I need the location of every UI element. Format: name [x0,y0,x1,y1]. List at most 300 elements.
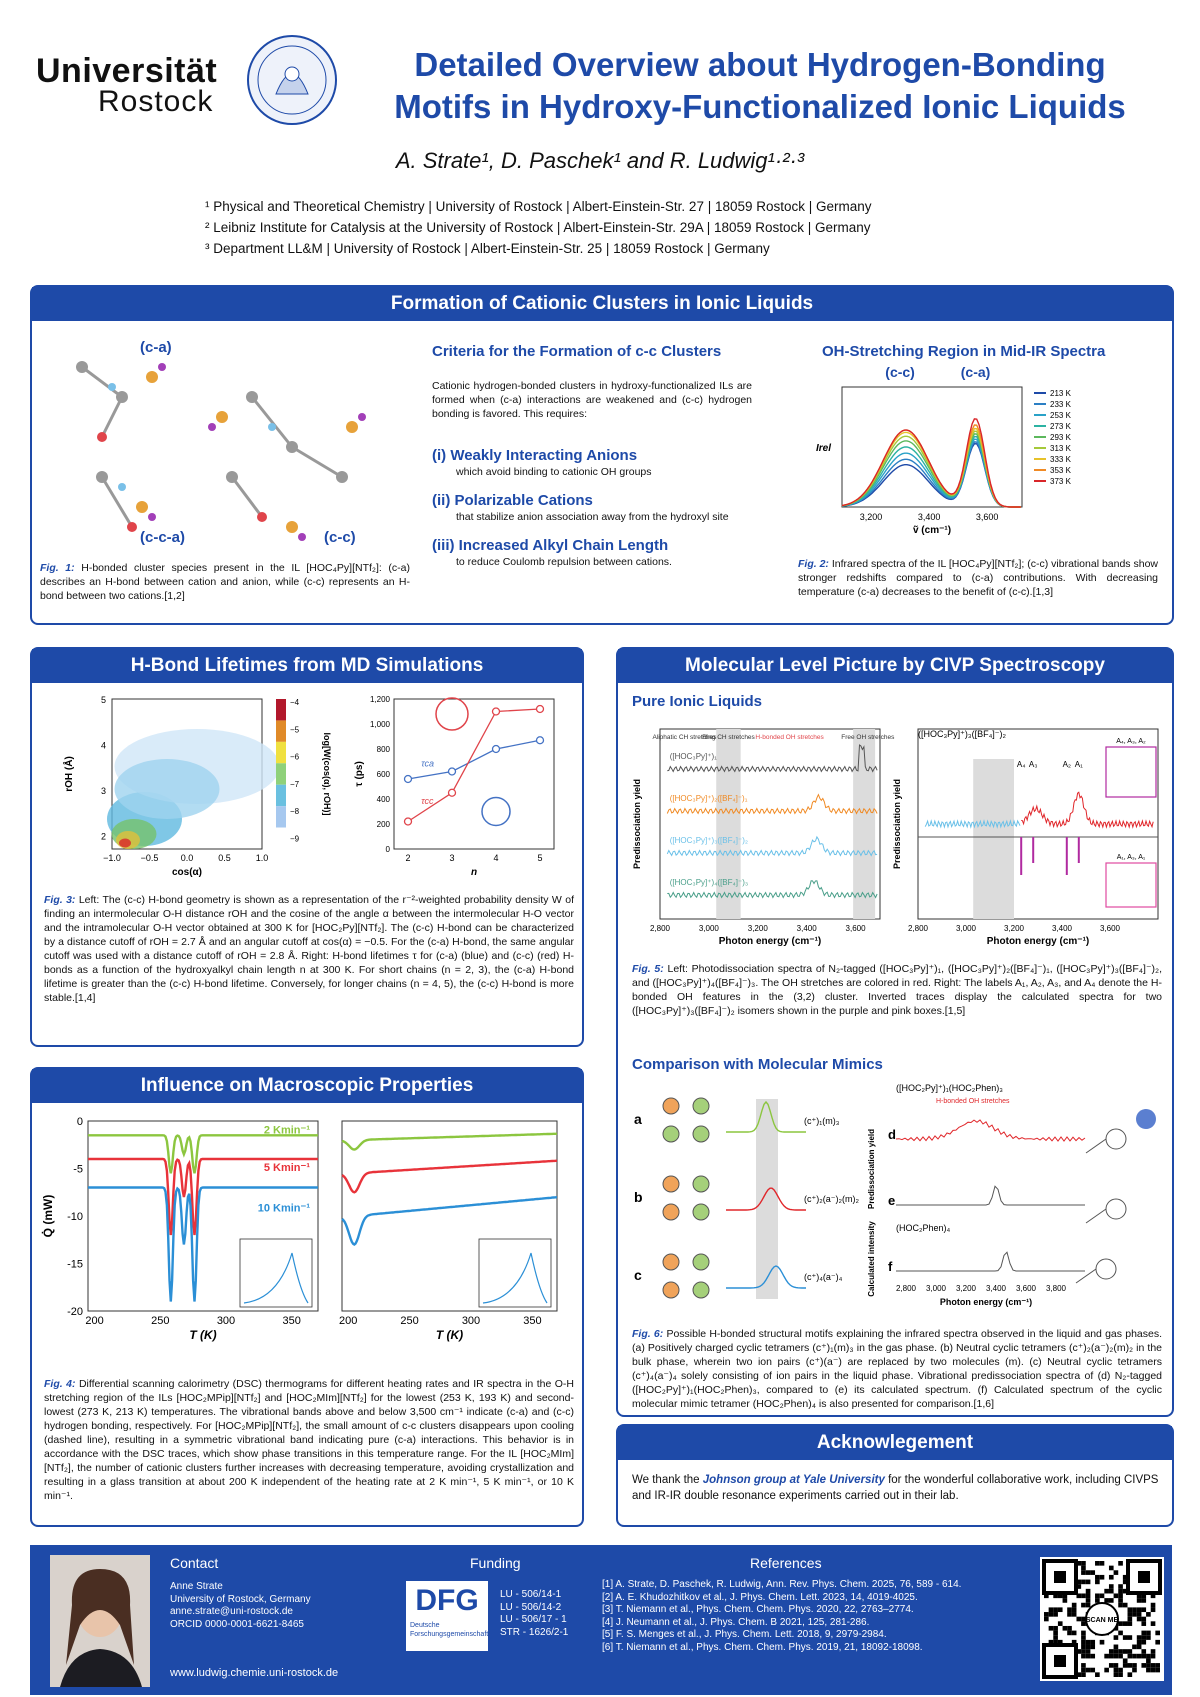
colorbar-tick: −8 [290,807,300,817]
mimic-title: Comparison with Molecular Mimics [632,1056,883,1073]
qr-module [1151,1621,1156,1626]
qr-module [1151,1603,1156,1608]
references-head: References [750,1555,822,1571]
qr-module [1118,1561,1123,1566]
qr-module [1151,1663,1156,1668]
heatmap-x-label: cos(α) [171,867,203,878]
civp-left-x-tick: 3,400 [796,924,817,933]
qr-module [1109,1575,1114,1580]
dfg-logo: DFG Deutsche Forschungsgemeinschaft [406,1581,488,1651]
heatmap-x-tick: 0.5 [218,853,231,863]
qr-module [1109,1589,1114,1594]
heatmap-y-tick: 2 [100,831,106,842]
qr-module [1081,1672,1086,1677]
mimic-x-tick: 3,000 [925,1284,947,1293]
ir-legend-label: 213 K [1050,389,1071,398]
fig6-caption: Fig. 6: Possible H-bonded structural motifs explaining the infrared spectra observed in the liquid and gas phases. (a) Positively charged cyclic tetramers (c⁺)₁(m)₃ in the gas phase. (b) Neutral cyclic tetramers (c⁺)₂(a⁻)₂(m)₂ in the bulk phase, wherein two ion pairs (c⁺)(a⁻) are replaced by two molecules (m). (c) Neutral cyclic tetramers (c⁺)₄(a⁻)₄ solely consisting of ion pairs in the liquid phase. Vibrational predissociation spectra of (d) N₂-tagged ([HOC₂Py]⁺)₁(HOC₂Phen)₃, compared to (e) its calculated spectrum. (f) Calculated spectrum of the cyclic molecular mimic tetramer (HOC₂Phen)₄ is also presented for comparison.[1,6] [632,1328,1163,1410]
criteria-title: Criteria for the Formation of c-c Clusters [432,343,722,360]
molecule-highlight-blue [482,798,510,826]
qr-module [1118,1654,1123,1659]
qr-module [1086,1654,1091,1659]
qr-module [1081,1603,1086,1608]
qr-module [1118,1589,1123,1594]
civp-peak-label: A₃ [1028,760,1038,769]
cation-icon [1136,1109,1156,1129]
dsc-series-label: 5 Kmin⁻¹ [263,1162,310,1174]
heatmap-y-tick: 4 [100,740,106,751]
civp-left-y-label: Predissociation yield [632,778,642,870]
qr-module [1086,1570,1091,1575]
macro-panel [30,1067,584,1527]
mimic-right-spectrum [896,1186,1085,1205]
qr-module [1141,1631,1146,1636]
mimic-band-shade [756,1099,778,1299]
civp-peak-label: A₂ [1062,760,1072,769]
mimic-right-label2: (HOC₂Phen)₄ [896,1223,951,1233]
qr-module [1128,1612,1133,1617]
civp-left-x-tick: 3,200 [747,924,768,933]
qr-module [1151,1607,1156,1612]
qr-module [1086,1580,1091,1585]
qr-module [1151,1668,1156,1673]
qr-module [1141,1607,1146,1612]
mimic-row-letter: a [634,1111,642,1127]
heatmap-x-tick: −1.0 [103,853,121,863]
qr-module [1053,1631,1058,1636]
qr-module [1114,1593,1119,1598]
qr-module [1090,1668,1095,1673]
tau-frame [394,699,554,849]
tau-point [449,789,456,796]
ir-legend-label: 233 K [1050,400,1071,409]
isomer-label-2: A₁, A₃, A₁ [1116,854,1146,861]
mimic-row-letter: c [634,1267,642,1283]
qr-module [1081,1654,1086,1659]
civp-band-label: Aliphatic CH stretches [652,734,717,741]
qr-module [1141,1635,1146,1640]
tau-y-label: τ (ps) [354,761,365,787]
qr-code-icon[interactable] [1040,1557,1164,1681]
colorbar-segment [276,828,286,849]
tau-y-tick: 1,200 [369,695,390,704]
qr-module [1063,1598,1068,1603]
qr-module [1053,1635,1058,1640]
lifetimes-title: H-Bond Lifetimes from MD Simulations [32,649,582,683]
dsc-x-tick: 350 [282,1315,301,1327]
dsc-chart-right [332,1111,582,1351]
fig3-caption: Fig. 3: Left: The (c-c) H-bond geometry is shown as a representation of the r⁻²-weighted probability density W of finding an intermolecular O-H distance rOH and the cosine of the angle α between the intermolecular H-O vector and the intramolecular O-H vector obtained at 300 K for [HOC₂Py][NTf₂]. The (c-c) H-bond can be characterized by a distance cutoff of rOH = 2.7 Å and an angular cutoff at cos(α) = −0.5. For the (c-a) H-bond, the same angular cutoff was used with a distance cutoff of rOH = 2.8 Å. Right: H-bond lifetimes τ for (c-a) (blue) and (c-c) (red) H-bonds as a function of the hydroxyalkyl chain length n at 300 K. For short chains (n = 2, 3), the (c-a) H-bond lifetime is greater than the (c-c) H-bond lifetime. Conversely, for longer chains (n = 4, 5), the (c-c) H-bond is more stable.[1,4] [44,894,574,1004]
civp-trace-label: ([HOC₃Py]⁺)₂([BF₄]⁻)₁ [669,794,748,803]
isomer-label-1: A₄, A₃, A₂ [1116,738,1146,745]
qr-module [1109,1654,1114,1659]
tau-point [537,706,544,713]
qr-module [1072,1612,1077,1617]
authors: A. Strate¹, D. Paschek¹ and R. Ludwig¹·²·³ [395,148,805,173]
qr-module [1095,1598,1100,1603]
qr-module [1128,1607,1133,1612]
dsc-x-tick: 350 [523,1315,542,1327]
qr-module [1049,1607,1054,1612]
qr-module [1090,1640,1095,1645]
qr-module [1086,1668,1091,1673]
qr-module [1128,1635,1133,1640]
dsc-x-tick: 200 [85,1315,104,1327]
qr-module [1137,1617,1142,1622]
civp-trace-label: ([HOC₃Py]⁺)₁ [669,752,717,761]
qr-module [1137,1607,1142,1612]
mimic-x-tick: 3,600 [1015,1284,1037,1293]
formation-panel [30,285,1174,625]
qr-module [1086,1640,1091,1645]
qr-module [1063,1626,1068,1631]
heatmap-x-tick: −0.5 [140,853,159,863]
qr-module [1100,1640,1105,1645]
qr-module [1058,1607,1063,1612]
tau-y-tick: 600 [376,770,390,779]
qr-module [1081,1663,1086,1668]
qr-finder-center [1054,1571,1066,1583]
civp-trace-label: ([HOC₃Py]⁺)₃([BF₄]⁻)₂ [669,836,748,845]
tau-series-label: τcc [421,796,434,806]
dsc-series-line [342,1161,557,1193]
ion-circle [663,1282,679,1298]
mimic-right-letter: e [888,1193,896,1208]
heatmap-y-label: rOH (Å) [64,756,75,792]
civp-right-x-label: Photon energy (cm⁻¹) [986,936,1090,947]
qr-module [1128,1663,1133,1668]
qr-module [1081,1570,1086,1575]
qr-module [1123,1663,1128,1668]
mimic-x-tick: 3,800 [1045,1284,1067,1293]
dsc-x-tick: 300 [461,1315,481,1327]
qr-module [1081,1580,1086,1585]
qr-module [1100,1561,1105,1566]
tau-x-tick: 2 [405,853,411,863]
ion-circle [663,1254,679,1270]
qr-module [1118,1672,1123,1677]
contact-lines: Anne Strate University of Rostock, Germany anne.strate@uni-rostock.de ORCID 0000-0001-6621-8465 [170,1581,311,1630]
qr-module [1104,1589,1109,1594]
qr-module [1076,1617,1081,1622]
qr-module [1067,1631,1072,1636]
qr-module [1118,1631,1123,1636]
qr-module [1081,1631,1086,1636]
qr-module [1137,1654,1142,1659]
qr-module [1095,1593,1100,1598]
university-seal-icon [246,34,338,126]
heatmap-y-tick: 5 [100,695,106,705]
qr-module [1086,1603,1091,1608]
qr-module [1090,1570,1095,1575]
qr-module [1081,1561,1086,1566]
qr-module [1100,1575,1105,1580]
ir-legend-label: 293 K [1050,433,1071,442]
dsc-x-tick: 200 [338,1315,358,1327]
qr-module [1114,1649,1119,1654]
dsc-x-label: T (K) [189,1328,217,1342]
university-name-line2: Rostock [98,85,214,118]
tau-point [537,737,544,744]
civp-right-x-tick: 2,800 [907,924,929,933]
civp-right-band-shade [973,759,1014,919]
colorbar-tick: −6 [290,752,300,762]
civp-right-x-tick: 3,400 [1051,924,1073,933]
civp-right-x-tick: 3,200 [1003,924,1025,933]
criteria-list [432,447,772,568]
qr-module [1081,1640,1086,1645]
ack-title: Acknowlegement [618,1426,1172,1460]
funding-lines: LU - 506/14-1 LU - 506/14-2 LU - 506/17 - 1 STR - 1626/2-1 [500,1589,569,1638]
cluster-structures-image [42,327,412,557]
lifetimes-panel [30,647,584,1047]
qr-module [1137,1598,1142,1603]
tau-y-tick: 400 [376,795,390,804]
civp-right-x-tick: 3,000 [955,924,977,933]
qr-module [1067,1626,1072,1631]
qr-module [1095,1575,1100,1580]
qr-module [1123,1635,1128,1640]
formation-title: Formation of Cationic Clusters in Ionic Liquids [32,287,1172,321]
isomer-box-pink [1106,863,1156,907]
qr-module [1109,1584,1114,1589]
university-logo [36,52,217,119]
qr-module [1044,1617,1049,1622]
qr-module [1146,1663,1151,1668]
references-list: [1] A. Strate, D. Paschek, R. Ludwig, Ann. Rev. Phys. Chem. 2025, 76, 589 - 614. [2] A. E. Khudozhitkov et al., J. Phys. Chem. Lett. 2023, 14, 4019-4025. [3] T. Niemann et al., Phys. Chem. Chem. Phys. 2020, 22, 2763–2774. [4] J. Neumann et al., J. Phys. Chem. B 2021, 125, 281-286. [5] F. S. Menges et al., J. Phys. Chem. Lett. 2018, 9, 2979-2984. [6] T. Niemann et al., Phys. Chem. Chem. Phys. 2019, 21, 18092-18098. [602,1579,962,1653]
civp-right-x-tick: 3,600 [1099,924,1121,933]
qr-module [1141,1663,1146,1668]
qr-module [1109,1598,1114,1603]
heatmap-x-tick: 1.0 [255,853,269,863]
mimic-x-label: Photon energy (cm⁻¹) [939,1297,1033,1307]
qr-module [1146,1654,1151,1659]
qr-module [1118,1621,1123,1626]
qr-module [1086,1649,1091,1654]
colorbar-tick: −5 [290,725,300,735]
fig2-caption: Fig. 2: Infrared spectra of the IL [HOC₄Py][NTf₂]; (c-c) vibrational bands show stronger redshifts compared to (c-a) contributions. With decreasing temperature (c-a) decreases to the benefit of (c-c).[1,3] [798,558,1159,598]
mimic-label: (c⁺)₁(m)₃ [804,1116,840,1126]
criterion-1: (i) Weakly Interacting Anions which avoid binding to cationic OH groups [432,447,652,478]
ion-circle [693,1176,709,1192]
ion-circle [693,1282,709,1298]
mimic-label: (c⁺)₄(a⁻)₄ [804,1272,843,1282]
tau-x-tick: 4 [493,853,499,863]
bond-line [1086,1209,1106,1223]
tau-point [493,708,500,715]
qr-module [1155,1663,1160,1668]
qr-finder-center [1138,1571,1150,1583]
colorbar-segment [276,742,286,763]
dsc-x-label: T (K) [435,1328,464,1342]
colorbar-segment [276,699,286,720]
ion-circle [663,1126,679,1142]
mimic-ylabel2: Calculated intensity [867,1221,876,1297]
qr-module [1109,1566,1114,1571]
colorbar-segment [276,806,286,827]
qr-module [1072,1603,1077,1608]
qr-module [1128,1654,1133,1659]
qr-module [1141,1621,1146,1626]
dsc-y-tick: -20 [67,1306,83,1318]
civp-peak-label: A₁ [1074,760,1083,769]
qr-module [1118,1593,1123,1598]
qr-module [1114,1663,1119,1668]
dsc-y-tick: -5 [73,1163,83,1176]
qr-module [1141,1649,1146,1654]
tau-series-label: τca [421,758,435,769]
qr-module [1146,1635,1151,1640]
qr-module [1086,1593,1091,1598]
qr-module [1137,1635,1142,1640]
qr-label: SCAN ME [1085,1617,1119,1624]
ion-circle [693,1204,709,1220]
civp-peak-label: A₄ [1016,760,1026,769]
civp-right-y-label: Predissociation yield [892,778,902,870]
dsc-x-tick: 250 [400,1315,419,1327]
qr-module [1081,1593,1086,1598]
qr-module [1146,1658,1151,1663]
qr-module [1090,1654,1095,1659]
label-c-a: (c-a) [140,339,172,356]
qr-module [1058,1621,1063,1626]
ir-legend-label: 273 K [1050,422,1071,431]
mimic-right-spectrum [896,1252,1085,1271]
dsc-y-tick: -15 [67,1258,83,1271]
civp-right-title: ([HOC₃Py]⁺)₃([BF₄]⁻)₂ [918,729,1006,739]
tau-point [449,768,456,775]
qr-module [1118,1668,1123,1673]
qr-module [1109,1663,1114,1668]
colorbar-tick: −4 [290,698,300,707]
dsc-series-line [342,1134,557,1150]
tau-y-tick: 200 [376,820,390,829]
qr-module [1137,1640,1142,1645]
qr-module [1086,1598,1091,1603]
mimic-right-letter: f [888,1259,893,1274]
ir-spectra-chart [802,364,1132,536]
dsc-series-label: 2 Kmin⁻¹ [263,1124,310,1137]
molecule-highlight-red [436,698,468,730]
qr-module [1114,1645,1119,1650]
dsc-y-tick: -10 [67,1211,83,1223]
tau-point [405,818,412,825]
qr-module [1081,1649,1086,1654]
qr-module [1049,1626,1054,1631]
ir-legend-label: 353 K [1050,466,1071,475]
ion-circle [693,1254,709,1270]
ir-annot-cc: (c-c) [885,364,915,380]
colorbar-segment [276,763,286,784]
qr-module [1128,1621,1133,1626]
phenyl-ring-icon [1096,1259,1116,1279]
fig4-caption: Fig. 4: Differential scanning calorimetry (DSC) thermograms for different heating rates and IR spectra in the O-H stretching region of the ILs [HOC₂MPip][NTf₂] and [HOC₂MIm][NTf₂] for the lowest (253 K, 193 K) and second-lowest (273 K, 213 K) temperatures. The vibrational bands above and below 3,500 cm⁻¹ indicate (c-a) and (c-c) hydrogen bonding, respectively. For [HOC₂MPip][NTf₂], the small amount of c-c clusters disappears upon cooling (dashed line), resulting in a symmetric vibrational band indicating pure (c-a) interactions. This behavior is in accordance with the DSC traces, which show phase transitions in this temperature range. For the IL [HOC₂MIm][NTf₂], the number of cationic clusters further increases with decreasing temperature, avoiding crystallization and resulting in a glass transition at about 200 K independent of the heating rate at 2 K min⁻¹, 5 K min⁻¹, or 10 K min⁻¹. [44,1378,574,1502]
heatmap-y-tick: 3 [100,785,106,796]
qr-module [1100,1593,1105,1598]
qr-module [1072,1607,1077,1612]
label-c-c: (c-c) [324,529,356,546]
dsc-y-tick: 0 [76,1116,83,1128]
qr-module [1095,1580,1100,1585]
mimic-x-tick: 3,400 [985,1284,1007,1293]
dsc-inset-frame [240,1239,312,1307]
ir-x-tick: 3,600 [975,512,999,522]
qr-module [1151,1654,1156,1659]
mimic-figure [626,1079,1171,1319]
qr-module [1081,1645,1086,1650]
bond-line [1086,1139,1106,1153]
qr-module [1053,1612,1058,1617]
qr-module [1132,1645,1137,1650]
phenyl-ring-icon [1106,1199,1126,1219]
qr-module [1146,1612,1151,1617]
qr-module [1104,1598,1109,1603]
ion-circle [663,1204,679,1220]
qr-module [1123,1621,1128,1626]
ir-x-tick: 3,200 [859,512,883,522]
qr-module [1118,1649,1123,1654]
qr-module [1067,1607,1072,1612]
qr-module [1081,1566,1086,1571]
qr-module [1067,1612,1072,1617]
fig1-caption: Fig. 1: H-bonded cluster species present in the IL [HOC₄Py][NTf₂]: (c-a) describes an H-bond between cation and anion, while (c-c) represents an H-bond between two cations.[1,2] [40,562,411,602]
civp-left-x-label: Photon energy (cm⁻¹) [718,936,822,947]
qr-module [1123,1603,1128,1608]
qr-module [1132,1654,1137,1659]
mimic-right-title: ([HOC₂Py]⁺)₁(HOC₂Phen)₃ [896,1083,1003,1093]
qr-module [1128,1617,1133,1622]
mimic-x-tick: 3,200 [955,1284,977,1293]
qr-module [1128,1649,1133,1654]
qr-module [1155,1668,1160,1673]
dsc-series-label: 10 Kmin⁻¹ [257,1202,310,1215]
dsc-x-tick: 250 [151,1315,170,1327]
qr-module [1141,1640,1146,1645]
ack-text: We thank the Johnson group at Yale University for the wonderful collaborative work, including CIVPS and IR-IR double resonance experiments carried out in their lab. [632,1474,1159,1502]
qr-finder-center [1054,1655,1066,1667]
qr-module [1114,1668,1119,1673]
qr-module [1086,1645,1091,1650]
label-c-c-a: (c-c-a) [140,529,186,546]
qr-module [1146,1631,1151,1636]
phenyl-ring-icon [1106,1129,1126,1149]
tau-y-tick: 0 [385,845,390,854]
university-name-line1: Universität [36,52,218,90]
qr-module [1090,1645,1095,1650]
colorbar-label: log[W(cos(α), rOH)] [322,732,332,816]
qr-module [1049,1612,1054,1617]
heatmap-x-tick: 0.0 [180,853,194,863]
civp-right-chart [888,719,1170,959]
colorbar-tick: −9 [290,834,300,844]
criteria-intro: Cationic hydrogen-bonded clusters in hydroxy-functionalized ILs are formed when (c-a) interactions are weakened and (c-c) hydrogen bonding is favored. This requires: [432,380,752,420]
website-link[interactable]: www.ludwig.chemie.uni-rostock.de [170,1667,339,1679]
qr-module [1123,1658,1128,1663]
poster-title: Detailed Overview about Hydrogen-Bonding Motifs in Hydroxy-Functionalized Ionic Liquids [394,46,1126,125]
tau-point [405,776,412,783]
qr-module [1155,1631,1160,1636]
ir-legend-label: 373 K [1050,477,1071,486]
tau-y-tick: 1,000 [369,720,390,729]
qr-module [1081,1668,1086,1673]
dsc-chart-left [38,1111,338,1351]
ir-x-label: ṽ (cm⁻¹) [912,525,952,536]
fig5-caption: Fig. 5: Left: Photodissociation spectra of N₂-tagged ([HOC₃Py]⁺)₁, ([HOC₃Py]⁺)₂([BF₄]⁻)₁, ([HOC₃Py]⁺)₃([BF₄]⁻)₂, and ([HOC₃Py]⁺)₄([BF₄]⁻)₃. The OH stretches are colored in red. Right: The labels A₁, A₂, A₃, and A₄ denote the H-bonded OH features in the (3,2) cluster. Inverted traces display the calculated spectra for two ([HOC₃Py]⁺)₃([BF₄]⁻)₂ isomers shown in the purple and pink boxes.[1,5] [632,963,1162,1017]
civp-left-chart [626,719,895,959]
macro-title: Influence on Macroscopic Properties [32,1069,582,1103]
qr-module [1132,1668,1137,1673]
ring-band-shade [716,729,740,919]
qr-module [1104,1668,1109,1673]
